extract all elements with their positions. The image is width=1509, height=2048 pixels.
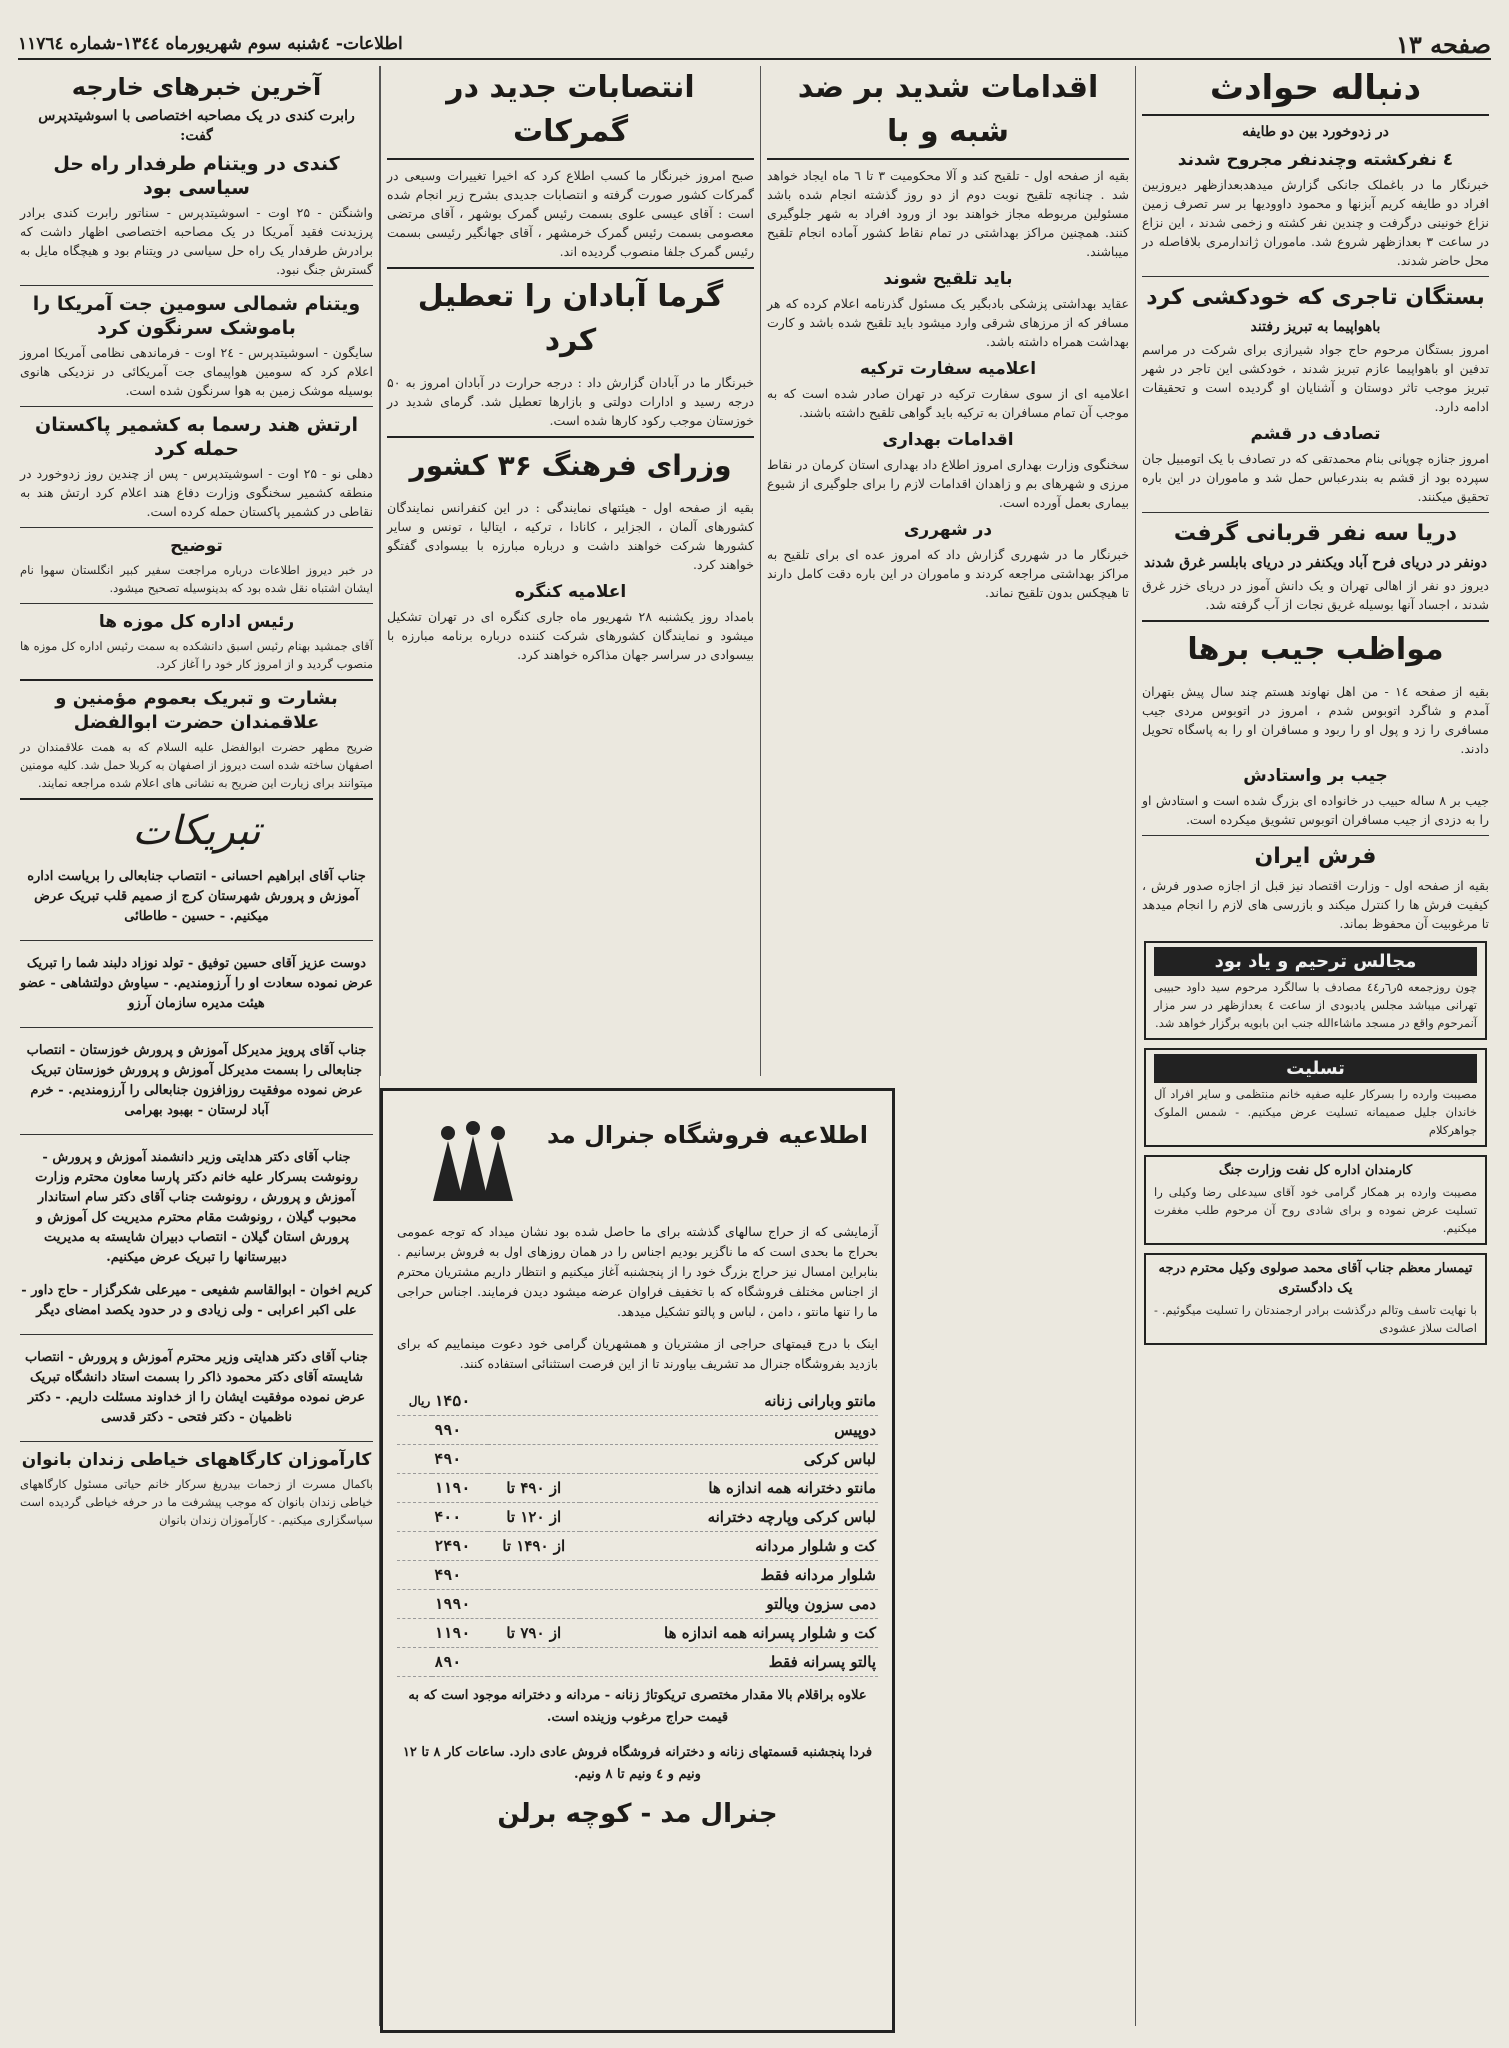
congrats-3: جناب آقای پرویز مدیرکل آموزش و پرورش خوزستان - انتصاب جنابعالی را بسمت مدیرکل آموزش و پرورش خوزستان تبریک عرض نموده موفقیت روزافزون جنابعالی را آرزومندیم. - خرم آباد لرستان - بهبود بهرامی [26, 1043, 367, 1118]
price-from-value: ۷۹۰ [520, 1623, 545, 1642]
heat-title: گرما آبادان را تعطیل کرد [417, 279, 724, 358]
general-box [1144, 1253, 1487, 1345]
museums-text: آقای جمشید بهنام رئیس اسبق دانشکده به سمت رئیس اداره کل موزه ها منصوب گردید و از امروز کار خود را آغاز کرد. [20, 639, 373, 671]
price-item-from [488, 1531, 580, 1560]
price-row [397, 1618, 878, 1647]
condolence-box [1144, 1048, 1487, 1147]
accident-text: امروز جنازه چوپانی بنام محمدتقی که در تصادف با یک اتومبیل جان سپرده بود از قشم به بندرعباس حمل شد و ماموران در این باره تحقیق میکنند. [1142, 451, 1489, 504]
price-row [397, 1647, 878, 1676]
sea-text: دیروز دو نفر از اهالی تهران و یک دانش آموز در دریای خزر غرق شدند ، اجساد آنها بوسیله غریق نجات از آب گرفته شد. [1142, 578, 1489, 612]
price-item-price: ۱۱۹۰ [432, 1618, 487, 1647]
price-item-from [488, 1618, 580, 1647]
customs-text: صبح امروز خبرنگار ما کسب اطلاع کرد که اخیرا تغییرات وسیعی در گمرکات کشور صورت گرفته و انتصابات جدیدی بشرح زیر انجام شده است : آقای عیسی علوی بسمت رئیس گمرک بوشهر ، آقای مرتضی معصومی بسمت رئیس گمرک خرمشهر ، آقای جهانگیر رئیسی بسمت رئیس گمرک جلفا منصوب گردیده اند. [387, 168, 754, 259]
congratulations-title: تبریکات [132, 808, 261, 854]
price-row [397, 1589, 878, 1618]
sea-sub: دونفر در دریای فرح آباد ویکنفر در دریای بابلسر غرق شدند [1144, 555, 1487, 571]
congrats-1: جناب آقای ابراهیم احسانی - انتصاب جنابعالی را بریاست اداره آموزش و پرورش شهرستان کرج از صمیم قلب تبریک عرض میکنیم. - حسین - طاطائی [27, 869, 366, 924]
customs-title: انتصابات جدید در گمرکات [387, 66, 754, 160]
price-row [397, 1502, 878, 1531]
column-cholera [760, 66, 1135, 1076]
price-item-name: مانتو دخترانه همه اندازه ها [580, 1473, 878, 1502]
price-row [397, 1473, 878, 1502]
price-item-price: ۹۹۰ [432, 1415, 487, 1444]
price-currency: ریال [397, 1387, 432, 1416]
ad-body: آزمایشی که از حراج سالهای گذشته برای ما حاصل شده بود نشان میداد که توجه عمومی بحراج ما بحدی است که ما ناگزیر بودیم اجناس را در همان روزهای اول به فروش برسانیم . بنابراین امسال نیز حراج بزرگ خود را از پنجشنبه آغاز میکنیم و انتظار داریم مشتریان محترم از اجناس مختلف فروشگاه که با تخفیف فراوان عرضه میشود دیدن فرمایند. اجناس حراجی ما را تنها مانتو ، دامن ، لباس و پالتو تشکیل میدهد. [397, 1223, 878, 1319]
carpet-title: فرش ایران [1254, 844, 1377, 869]
page-header [18, 30, 1491, 60]
price-from-label: از [549, 1478, 562, 1497]
page-number: صفحه ۱۳ [1395, 29, 1491, 59]
price-to-label: تا [506, 1478, 516, 1497]
accident-heading: تصادف در قشم [1250, 424, 1381, 444]
heat-text: خبرنگار ما در آبادان گزارش داد : درجه حرارت در آبادان امروز به ۵۰ درجه رسید و ادارات دولتی و بازارها تعطیل شد. گرمای شدید در خوزستان موجب رکود کارها شده است. [387, 375, 754, 428]
prison-text: باکمال مسرت از زحمات بیدریغ سرکار خانم حیاتی مسئول کارگاههای خیاطی زندان بانوان که موجب پیشرفت ما در حرفه خیاطی گردیده است سپاسگزاری میکنیم. - کارآموزان زندان بانوان [20, 1477, 373, 1527]
column-incidents [1135, 66, 1495, 2026]
price-item-name: کت و شلوار پسرانه همه اندازه ها [580, 1618, 878, 1647]
price-row [397, 1531, 878, 1560]
column-customs [380, 66, 760, 1076]
price-item-price: ۱۴۵۰ [432, 1387, 487, 1416]
incidents-sub2: ٤ نفرکشته وچندنفر مجروح شدند [1177, 150, 1454, 170]
health-dept-heading: اقدامات بهداری [882, 430, 1014, 450]
carpet-text: بقیه از صفحه اول - وزارت اقتصاد نیز قبل از اجازه صدور فرش ، کیفیت فرش ها را کنترل میکند و بازرسی های لازم را انجام میدهد تا مرغوبیت آن محفوظ بماند. [1142, 878, 1489, 931]
vietnam-text: سایگون - اسوشیتدپرس - ۲٤ اوت - فرماندهی نظامی آمریکا امروز اعلام کرد که سومین هواپیمای جت آمریکائی در نزدیکی هانوی بوسیله موشک زمین به هوا سرنگون شده است. [20, 345, 373, 398]
price-item-name: پالتو پسرانه فقط [580, 1647, 878, 1676]
price-from-value: ۱۴۹۰ [516, 1536, 549, 1555]
issue-info: اطلاعات- ٤شنبه سوم شهریورماه ۱۳٤٤-شماره ۱۱٧٦٤ [18, 34, 403, 54]
price-from-label: از [549, 1507, 562, 1526]
shahr-rey-heading: در شهرری [903, 520, 993, 540]
price-item-name: دمی سزون ویالتو [580, 1589, 878, 1618]
oil-staff-text: مصیبت وارده بر همکار گرامی خود آقای سیدعلی رضا وکیلی را تسلیت عرض نموده و برای شادی روح آن مرحوم طلب مغفرت میکنیم. [1154, 1185, 1477, 1235]
price-item-price: ۴۰۰ [432, 1502, 487, 1531]
price-item-name: مانتو وبارانی زنانه [580, 1387, 878, 1416]
kennedy-text: واشنگتن - ۲۵ اوت - اسوشیتدپرس - سناتور رابرت کندی برادر پرزیدنت فقید آمریکا در یک مصاحبه اختصاصی اظهار داشت که برادرش طرفدار یک راه حل سیاسی در ویتنام بود و هیچگاه مایل به گسترش جنگ نبود. [20, 205, 373, 277]
incidents-title: دنباله حوادث [1142, 66, 1489, 116]
incidents-sub1: در زدوخورد بین دو طایفه [1242, 124, 1389, 140]
pickpocket-title: مواظب جیب برها [1187, 632, 1444, 667]
price-item-name: دوپیس [580, 1415, 878, 1444]
museums-heading: رئیس اداره کل موزه ها [98, 612, 295, 632]
shahr-rey-text: خبرنگار ما در شهرری گزارش داد که امروز عده ای برای تلقیح به مراکز بهداشتی مراجعه کردند و ماموران در این باره دقت کامل دارند تا هیچکس بدون تلقیح نماند. [767, 547, 1129, 600]
price-row [397, 1387, 878, 1416]
price-item-from [488, 1473, 580, 1502]
kashmir-headline: ارتش هند رسما به کشمیر پاکستان حمله کرد [34, 414, 359, 460]
vaccination-text: عقاید بهداشتی پزشکی بادبگیر یک مسئول گذرنامه اعلام کرده که هر مسافر که از مرزهای شرقی وارد میشود باید تلقیح شده باشد و کارت بهداشت همراه داشته باشد. [767, 296, 1129, 349]
price-item-name: کت و شلوار مردانه [580, 1531, 878, 1560]
price-item-from [488, 1502, 580, 1531]
vietnam-headline: ویتنام شمالی سومین جت آمریکا را باموشک سرنگون کرد [32, 293, 361, 339]
price-item-price: ۴۹۰ [432, 1444, 487, 1473]
pickpocket-master-text: جیب بر ۸ ساله حبیب در خانواده ای بزرگ شده است و استادش او را به دزدی از جیب مسافران اتوبوس تشویق میکرده است. [1142, 793, 1489, 827]
column-foreign [14, 66, 380, 2026]
price-item-price: ۸۹۰ [432, 1647, 487, 1676]
congress-text: بامداد روز یکشنبه ۲٨ شهریور ماه جاری کنگره ای در تهران تشکیل میشود و نمایندگان کشورهای شرکت کننده درباره برنامه مبارزه با بیسوادی در سراسر جهان مذاکره خواهند کرد. [387, 609, 754, 662]
congrats-2: دوست عزیز آقای حسین توفیق - تولد نوزاد دلبند شما را تبریک عرض نموده سعادت او را آرزومندیم. - سیاوش دولتشاهی - عضو هیئت مدیره سازمان آرزو [20, 956, 373, 1011]
price-from-label: از [549, 1623, 562, 1642]
congrats-4-signers: کریم اخوان - ابوالقاسم شفیعی - میرعلی شکرگزار - حاج داور - علی اکبر اعرابی - ولی زیادی و در حدود یکصد امضای دیگر [21, 1283, 372, 1318]
ad-footer-1: علاوه براقلام بالا مقدار مختصری تریکوتاژ زنانه - مردانه و دخترانه موجود است که به قیمت حراج مرغوب وزینده است. [408, 1687, 867, 1725]
price-item-from [488, 1560, 580, 1589]
price-from-value: ۴۹۰ [520, 1478, 545, 1497]
memorial-title: مجالس ترحیم و یاد بود [1154, 947, 1477, 976]
sea-title: دریا سه نفر قربانی گرفت [1173, 521, 1458, 546]
price-item-from [488, 1387, 580, 1416]
culture-ministers-text: بقیه از صفحه اول - هیئتهای نمایندگی : در این کنفرانس نمایندگان کشورهای آلمان ، الجزایر ، کانادا ، ترکیه ، ایتالیا ، تونس و سایر کشورها شرکت خواهند داشت و درباره مبارزه با بیسوادی گفتگو خواهند کرد. [387, 500, 754, 572]
price-item-from [488, 1444, 580, 1473]
merchant-text: امروز بستگان مرحوم حاج جواد شیرازی برای شرکت در مراسم تدفین او باهواپیما عازم تبریز شدند ، خودکشی این تاجر در شهر تبریز موجب تاثر دوستان و آشنایان او گردیده است و تحقیقات ادامه دارد. [1142, 342, 1489, 414]
merchant-sub: باهواپیما به تبریز رفتند [1250, 319, 1381, 335]
price-to-label: تا [502, 1536, 512, 1555]
price-item-name: شلوار مردانه فقط [580, 1560, 878, 1589]
price-item-name: لباس کرکی [580, 1444, 878, 1473]
pickpocket-master-heading: جیب بر واستادش [1243, 766, 1388, 786]
kennedy-sub: رابرت کندی در یک مصاحبه اختصاصی با اسوشیتدپرس گفت: [38, 108, 355, 144]
correction-text: در خبر دیروز اطلاعات درباره مراجعت سفیر کبیر انگلستان سهوا نام ایشان اشتباه نقل شده بود که بدینوسیله تصحیح میشود. [20, 563, 373, 595]
price-to-label: تا [506, 1623, 516, 1642]
price-from-label: از [553, 1536, 566, 1555]
ad-title: اطلاعیه فروشگاه جنرال مد [547, 1121, 868, 1149]
price-table [397, 1387, 878, 1677]
general-text: با نهایت تاسف وتالم درگذشت برادر ارجمندتان را تسلیت میگوئیم. - اصالت سلاز عشودی [1154, 1303, 1477, 1335]
congrats-5: جناب آقای دکتر هدایتی وزیر محترم آموزش و پرورش - انتصاب شایسته آقای دکتر محمود ذاکر را بسمت استاد دانشگاه تبریک عرض نموده موفقیت ایشان را از خداوند مسئلت داریم. - دکتر ناظمیان - دکتر فتحی - دکتر قدسی [25, 1350, 368, 1425]
foreign-title: آخرین خبرهای خارجه [71, 73, 322, 101]
price-row [397, 1560, 878, 1589]
general-mode-ad [380, 1088, 895, 2033]
ad-brand: جنرال مد - کوچه برلن [497, 1798, 778, 1829]
health-dept-text: سخنگوی وزارت بهداری امروز اطلاع داد بهداری استان کرمان در نقاط مرزی و شهرهای بم و زاهدان اقدامات لازم را برای جلوگیری از شیوع بیماری بعمل آورده است. [767, 457, 1129, 510]
price-to-label: تا [506, 1507, 516, 1526]
price-item-from [488, 1415, 580, 1444]
prison-heading: کارآموزان کارگاههای خیاطی زندان بانوان [21, 1450, 372, 1470]
pickpocket-text: بقیه از صفحه ۱٤ - من اهل نهاوند هستم چند سال پیش بتهران آمدم و شاگرد اتوبوس شدم ، امروز در اتوبوس مردی جیب مسافری را زد و پول او را ربود و مسافران او را به پاسگاه تحویل دادند. [1142, 684, 1489, 756]
price-item-price: ۱۹۹۰ [432, 1589, 487, 1618]
turkey-embassy-text: اعلامیه ای از سوی سفارت ترکیه در تهران صادر شده است که به موجب آن تمام مسافران به ترکیه باید گواهی تلقیح داشته باشند. [767, 386, 1129, 420]
price-item-name: لباس کرکی وپارچه دخترانه [580, 1502, 878, 1531]
correction-heading: توضیح [170, 536, 223, 556]
besharat-text: ضریح مطهر حضرت ابوالفضل علیه السلام که به همت علاقمندان در اصفهان ساخته شده است دیروز از اصفهان به کربلا حمل شد. کلیه مومنین میتوانند برای زیارت این ضریح به نشانی های اعلام شده مراجعه نمایند. [20, 740, 373, 790]
general-title: تیمسار معظم جناب آقای محمد صولوی وکیل محترم درجه یک دادگستری [1158, 1261, 1473, 1296]
general-mode-logo-icon [413, 1101, 533, 1221]
besharat-heading: بشارت و تبریک بعموم مؤمنین و علاقمندان حضرت ابوالفضل [55, 688, 338, 733]
condolence-title: تسلیت [1154, 1054, 1477, 1083]
incidents-text: خبرنگار ما در باغملک جانکی گزارش میدهدبعدازظهر دیروزبین افراد دو طایفه کریم آبزنها و محمود داوودیها بر سر تصرف زمین نزاع خونینی درگرفت و چندین نفر کشته و زخمی شدند ، این نزاع در ساعت ۳ بعدازظهر شروع شد. ماموران ژاندارمری بلافاصله در محل حاضر شدند. [1142, 177, 1489, 268]
price-from-value: ۱۲۰ [520, 1507, 545, 1526]
price-item-price: ۱۱۹۰ [432, 1473, 487, 1502]
oil-staff-title: کارمندان اداره کل نفت وزارت جنگ [1218, 1163, 1413, 1178]
oil-staff-box [1144, 1155, 1487, 1245]
price-item-from [488, 1589, 580, 1618]
price-row [397, 1444, 878, 1473]
condolence-text: مصیبت وارده را بسرکار علیه صفیه خانم منتظمی و سایر افراد آل خاندان جلیل صمیمانه تسلیت عرض میکنیم. - شمس الملوک جواهرکلام [1154, 1087, 1477, 1137]
price-item-price: ۲۴۹۰ [432, 1531, 487, 1560]
price-row [397, 1415, 878, 1444]
cholera-title: اقدامات شدید بر ضد شبه و با [767, 66, 1129, 160]
merchant-title: بستگان تاجری که خودکشی کرد [1146, 285, 1485, 310]
ad-body-2: اینک با درج قیمتهای حراجی از مشتریان و همشهریان گرامی خود دعوت مینماییم که برای بازدید بفروشگاه جنرال مد تشریف بیاورند تا از این فرصت استثنائی استفاده کنند. [397, 1336, 878, 1371]
kashmir-text: دهلی نو - ۲۵ اوت - اسوشیتدپرس - پس از چندین روز زدوخورد در منطقه کشمیر سخنگوی وزارت دفاع هند اعلام کرد ارتش هند به نقاطی در کشمیر پاکستان حمله کرده است. [20, 466, 374, 519]
ad-footer-2: فردا پنجشنبه قسمتهای زنانه و دخترانه فروشگاه فروش عادی دارد. ساعات کار ٨ تا ۱۲ ونیم و ٤ ونیم تا ٨ ونیم. [402, 1744, 873, 1782]
memorial-text: چون روزجمعه ۵ر٦ر٤٤ مصادف با سالگرد مرحوم سید داود حبیبی تهرانی میباشد مجلس یادبودی از ساعت ٤ بعدازظهر در سر مزار آنمرحوم واقع در مسجد ماشاءالله جنب ابن بابویه برگزار خواهد شد. [1154, 980, 1477, 1030]
kennedy-headline: کندی در ویتنام طرفدار راه حل سیاسی بود [53, 153, 340, 199]
turkey-embassy-heading: اعلامیه سفارت ترکیه [859, 359, 1037, 379]
congress-heading: اعلامیه کنگره [514, 582, 627, 602]
vaccination-heading: باید تلقیح شوند [883, 269, 1013, 289]
culture-ministers-title: وزرای فرهنگ ۳۶ کشور [409, 449, 732, 482]
cholera-text: بقیه از صفحه اول - تلقیح کند و آلا محکومیت ۳ تا ٦ ماه ایجاد خواهد شد . چنانچه تلقیح نوبت دوم از دو روز گذشته انجام شده باشد مسئولین مربوطه مجاز خواهند بود از ورود افراد به شهر جلوگیری کنند. همچنین مراکز بهداشتی در تمام نقاط کشور آماده انجام تلقیح میباشند. [767, 168, 1130, 259]
price-item-price: ۴۹۰ [432, 1560, 487, 1589]
price-item-from [488, 1647, 580, 1676]
congrats-4: جناب آقای دکتر هدایتی وزیر دانشمند آموزش و پرورش - رونوشت بسرکار علیه خانم دکتر پارسا معاون محترم وزارت آموزش و پرورش ، رونوشت جناب آقای دکتر سام استاندار محبوب گیلان ، رونوشت مقام محترم مدیریت کل آموزش و پرورش استان گیلان - انتصاب دبیران شایسته به مدیریت دبیرستانها را تبریک عرض میکنیم. [35, 1150, 358, 1265]
memorial-box [1144, 941, 1487, 1040]
